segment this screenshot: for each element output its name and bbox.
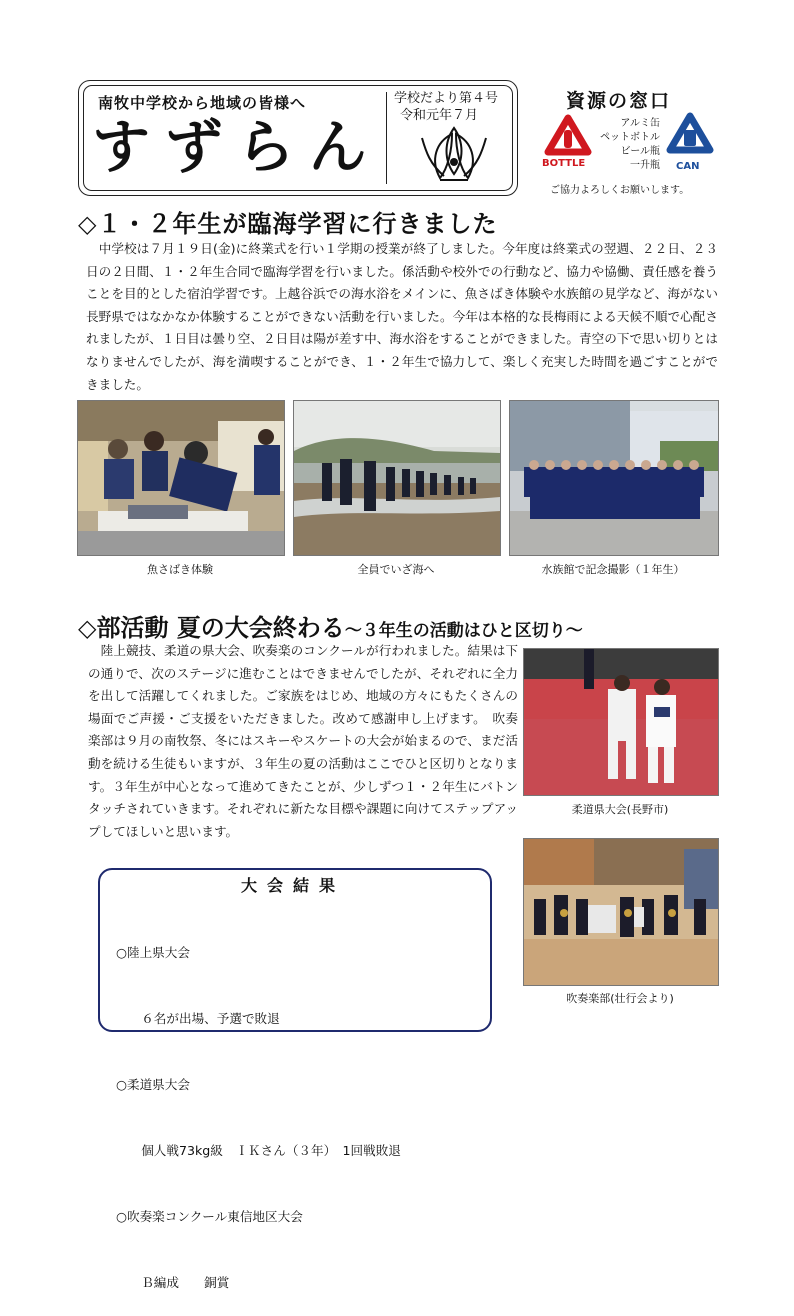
section2-body: 陸上競技、柔道の県大会、吹奏楽のコンクールが行われました。結果は下の通りで、次のステージに進むことはできませんでしたが、それぞれに全力を出して活躍してくれました。ご家族をはじめ、地域の方々にもたくさんの場面でご声援・ご支援をいただきました。改めて感謝申し上げます。 吹奏楽部は９月の南牧祭、冬にはスキーやスケートの大会が始まるので、まだ活動を続ける生徒もいますが、３年生の夏の活動はここでひと区切りとなります。３年生が中心となって進めてきたことが、少しずつ１・２年生にバトンタッチされていきます。それぞれに新たな目標や課題に向けてステップアップしてほしいと思います。 bbox=[88, 643, 518, 839]
results-title: 大会結果 bbox=[240, 876, 345, 895]
result-line: ○陸上県大会 bbox=[116, 945, 190, 960]
issue-info bbox=[394, 90, 498, 124]
photo-caption: 全員でいざ海へ bbox=[357, 563, 435, 576]
photo-caption: 水族館で記念撮影（１年生） bbox=[541, 563, 685, 576]
photo-caption: 魚さばき体験 bbox=[147, 563, 213, 576]
photo-judo-match bbox=[523, 648, 719, 796]
issue-date: 令和元年７月 bbox=[400, 108, 479, 123]
section2-heading-sub: ～３年生の活動はひと区切り～ bbox=[344, 621, 583, 641]
section2-heading bbox=[78, 608, 583, 643]
section1-body: 中学校は７月１９日(金)に終業式を行い１学期の授業が終了しました。今年度は終業式の翌週、２２日、２３日の２日間、１・２年生合同で臨海学習を行いました。係活動や校外での行動など、協力や協働、責任感を養うことを目的とした宿泊学習です。上越谷浜での海水浴をメインに、魚さばき体験や水族館の見学など、海がない長野県ではなかなか体験することができない活動を行いました。今年は本格的な長梅雨による天候不順で心配されましたが、１日目は曇り空、２日目は陽が差す中、海水浴をすることができました。青空の下で思い切りとはなりませんでしたが、海を満喫することができ、１・２年生で協力して、楽しく充実した時間を過ごすことができました。 bbox=[86, 241, 718, 392]
masthead-divider bbox=[386, 92, 387, 184]
result-line: 個人戦73kg級 ＩＫさん（３年） 1回戦敗退 bbox=[116, 1143, 401, 1158]
section1-heading: ◇１・２年生が臨海学習に行きました bbox=[78, 210, 498, 238]
photo-brass-band bbox=[523, 838, 719, 986]
photo-going-to-sea bbox=[293, 400, 501, 556]
lily-of-the-valley-emblem-icon bbox=[414, 124, 494, 186]
recycling-items bbox=[588, 117, 660, 173]
result-line: ○柔道県大会 bbox=[116, 1077, 190, 1092]
section2-heading-main: ◇部活動 夏の大会終わる bbox=[78, 614, 345, 642]
recycling-item: ビール瓶 bbox=[620, 146, 660, 157]
photo-fish-filleting bbox=[77, 400, 285, 556]
recycling-item: 一升瓶 bbox=[630, 160, 660, 171]
recycling-item: ペットボトル bbox=[600, 132, 660, 143]
result-line: ○吹奏楽コンクール東信地区大会 bbox=[116, 1209, 303, 1224]
bottle-label: BOTTLE bbox=[542, 158, 586, 169]
results-list bbox=[116, 898, 401, 1316]
can-label: CAN bbox=[676, 161, 700, 172]
recycling-title: 資源の窓口 bbox=[566, 90, 672, 112]
result-line: Ｂ編成 銅賞 bbox=[116, 1275, 230, 1290]
result-line: ６名が出場、予選で敗退 bbox=[116, 1011, 280, 1026]
recycling-item: アルミ缶 bbox=[620, 118, 660, 129]
newsletter-title: すずらん bbox=[92, 113, 381, 181]
masthead-subtitle: 南牧中学校から地域の皆様へ bbox=[98, 94, 307, 112]
issue-number: 学校だより第４号 bbox=[394, 91, 499, 106]
photo-caption: 柔道県大会(長野市) bbox=[571, 803, 669, 816]
photo-aquarium-group bbox=[509, 400, 719, 556]
recycling-note: ご協力よろしくお願いします。 bbox=[550, 185, 690, 196]
photo-caption: 吹奏楽部(壮行会より) bbox=[566, 992, 674, 1005]
